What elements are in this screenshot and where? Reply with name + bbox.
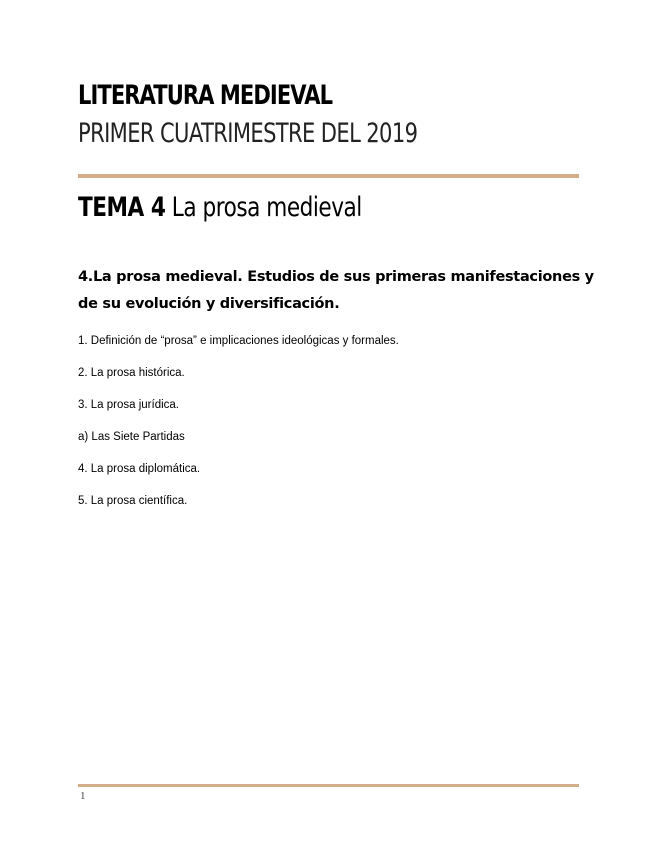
- list-item: 2. La prosa histórica.: [78, 367, 185, 379]
- section-heading: 4.La prosa medieval. Estudios de sus primeras manifestaciones y de su evolución y diversificación.: [78, 269, 594, 312]
- topic-number: TEMA 4: [78, 192, 166, 223]
- list-item: 3. La prosa jurídica.: [78, 399, 180, 411]
- topic-title: [78, 190, 362, 226]
- footer-divider: [78, 784, 579, 787]
- list-item: 4. La prosa diplomática.: [78, 463, 201, 475]
- topic-name: La prosa medieval: [171, 192, 362, 223]
- list-item: 1. Definición de “prosa” e implicaciones ideológicas y formales.: [78, 335, 399, 347]
- course-subtitle: PRIMER CUATRIMESTRE DEL 2019: [78, 118, 418, 149]
- list-item: 5. La prosa científica.: [78, 495, 188, 507]
- topic-items-list: [78, 332, 399, 524]
- header-divider: [78, 174, 579, 178]
- page-number: 1: [80, 790, 86, 802]
- course-title: LITERATURA MEDIEVAL: [78, 80, 333, 111]
- list-item: a) Las Siete Partidas: [78, 431, 185, 443]
